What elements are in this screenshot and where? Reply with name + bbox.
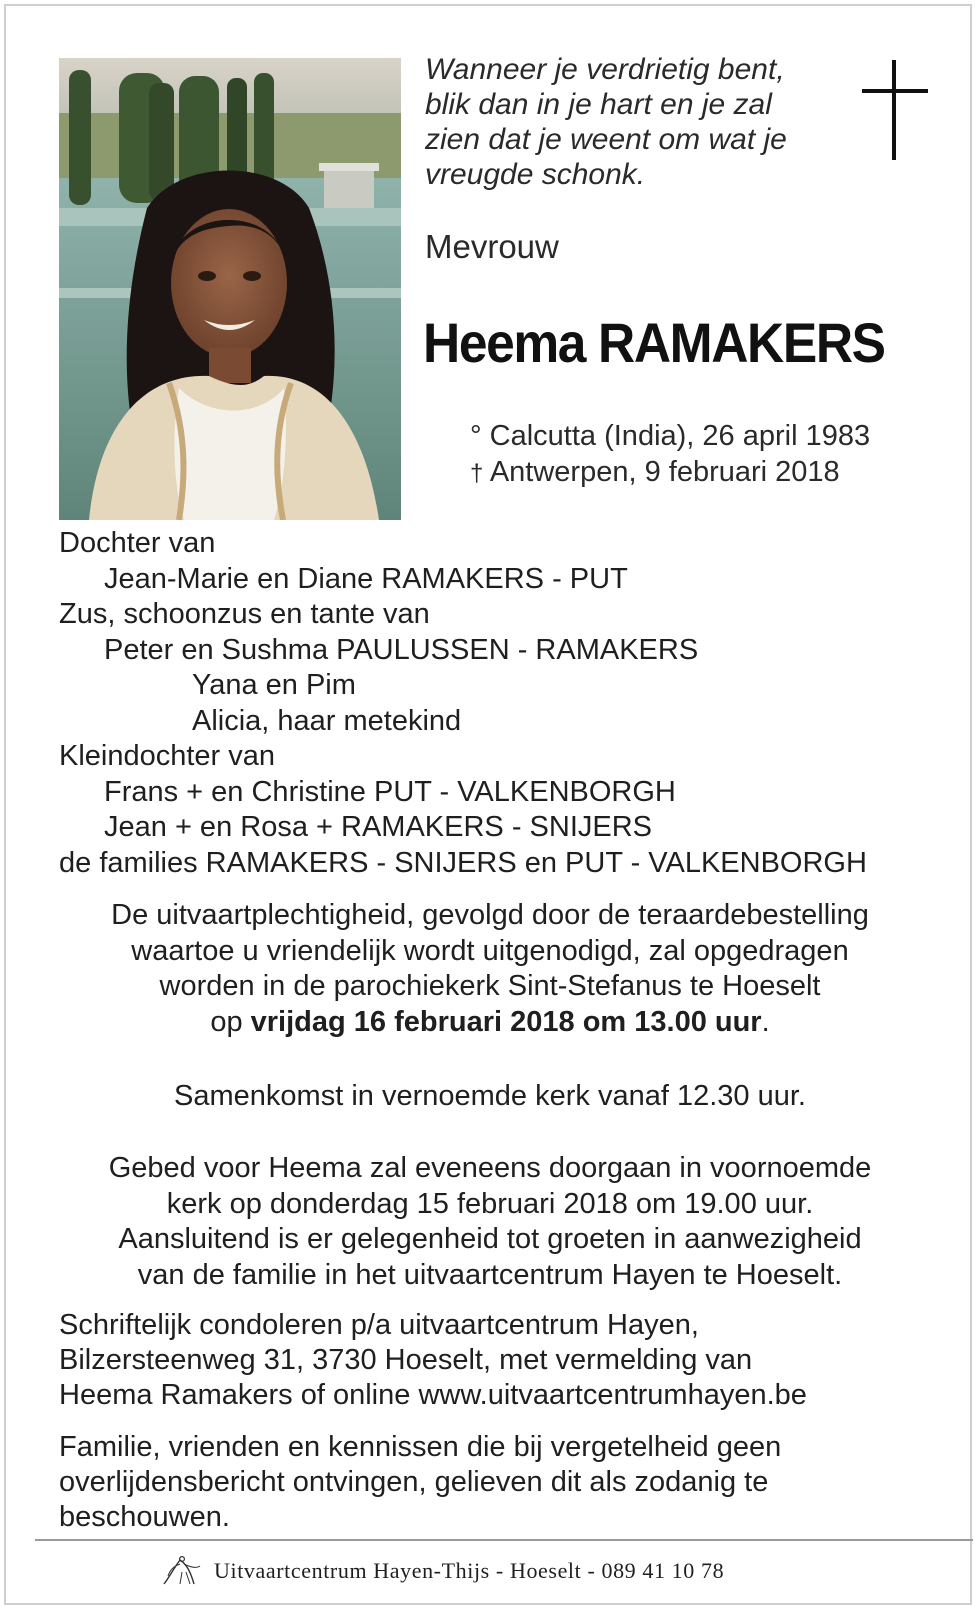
date-suffix: .	[761, 1005, 770, 1038]
condolence-line: Schriftelijk condoleren p/a uitvaartcentrum Hayen,	[59, 1309, 699, 1341]
relation-name: Yana en Pim	[192, 669, 356, 701]
relation-name: Alicia, haar metekind	[192, 704, 462, 737]
gathering-info	[40, 1079, 940, 1115]
prayer-line: Gebed voor Heema zal eveneens doorgaan in voornoemde	[108, 1152, 872, 1184]
ceremony-date-line	[40, 1005, 940, 1041]
gathering-line: Samenkomst in vernoemde kerk vanaf 12.30 uur.	[174, 1080, 806, 1112]
family-relations	[59, 526, 867, 881]
memorial-poem	[425, 52, 845, 192]
death-text: Antwerpen, 9 februari 2018	[489, 456, 840, 488]
prayer-info	[40, 1151, 940, 1293]
condolence-line: Heema Ramakers of online www.uitvaartcentrumhayen.be	[59, 1379, 807, 1411]
birth-line: ° Calcutta (India), 26 april 1983	[470, 420, 871, 452]
ceremony-line: worden in de parochiekerk Sint-Stefanus te Hoeselt	[159, 970, 821, 1002]
poem-line: blik dan in je hart en je zal	[425, 88, 772, 121]
relation-heading: de families RAMAKERS - SNIJERS en PUT - VALKENBORGH	[59, 846, 867, 879]
ceremony-announcement	[40, 898, 940, 1040]
relation-name: Peter en Sushma PAULUSSEN - RAMAKERS	[104, 633, 699, 666]
relation-heading: Kleindochter van	[59, 740, 276, 772]
relation-heading: Zus, schoonzus en tante van	[59, 598, 430, 630]
portrait-photo	[59, 58, 401, 520]
notice-line: overlijdensbericht ontvingen, gelieven dit als zodanig te	[59, 1466, 769, 1498]
prayer-line: Aansluitend is er gelegenheid tot groeten in aanwezigheid	[118, 1223, 862, 1255]
notice-info	[59, 1430, 939, 1535]
notice-line: beschouwen.	[59, 1501, 230, 1533]
notice-line: Familie, vrienden en kennissen die bij vergetelheid geen	[59, 1431, 782, 1463]
ceremony-date: vrijdag 16 februari 2018 om 13.00 uur	[250, 1005, 762, 1038]
condolence-line: Bilzersteenweg 31, 3730 Hoeselt, met vermelding van	[59, 1344, 753, 1376]
relation-name: Frans + en Christine PUT - VALKENBORGH	[104, 775, 676, 808]
relation-name: Jean + en Rosa + RAMAKERS - SNIJERS	[104, 811, 652, 843]
ceremony-line: waartoe u vriendelijk wordt uitgenodigd, zal opgedragen	[131, 934, 849, 967]
poem-line: zien dat je weent om wat je	[425, 123, 787, 156]
cross-icon	[862, 60, 928, 160]
death-line	[470, 454, 870, 492]
dagger-icon: †	[470, 460, 484, 487]
footer	[160, 1554, 724, 1588]
poem-line: Wanneer je verdrietig bent,	[425, 53, 785, 86]
condolence-info	[59, 1308, 939, 1413]
relation-name: Jean-Marie en Diane RAMAKERS - PUT	[104, 562, 628, 595]
date-prefix: op	[210, 1005, 251, 1038]
footer-divider	[35, 1539, 973, 1541]
salutation: Mevrouw	[425, 228, 559, 265]
deceased-name: Heema RAMAKERS	[423, 311, 885, 374]
ceremony-line: De uitvaartplechtigheid, gevolgd door de teraardebestelling	[111, 899, 869, 931]
prayer-line: kerk op donderdag 15 februari 2018 om 19.00 uur.	[166, 1187, 814, 1220]
poem-line: vreugde schonk.	[425, 158, 646, 191]
relation-heading: Dochter van	[59, 527, 216, 559]
angel-logo-icon	[160, 1554, 204, 1588]
life-dates	[470, 418, 870, 492]
footer-text: Uitvaartcentrum Hayen-Thijs - Hoeselt - 089 41 10 78	[214, 1558, 725, 1583]
prayer-line: van de familie in het uitvaartcentrum Hayen te Hoeselt.	[137, 1258, 843, 1291]
